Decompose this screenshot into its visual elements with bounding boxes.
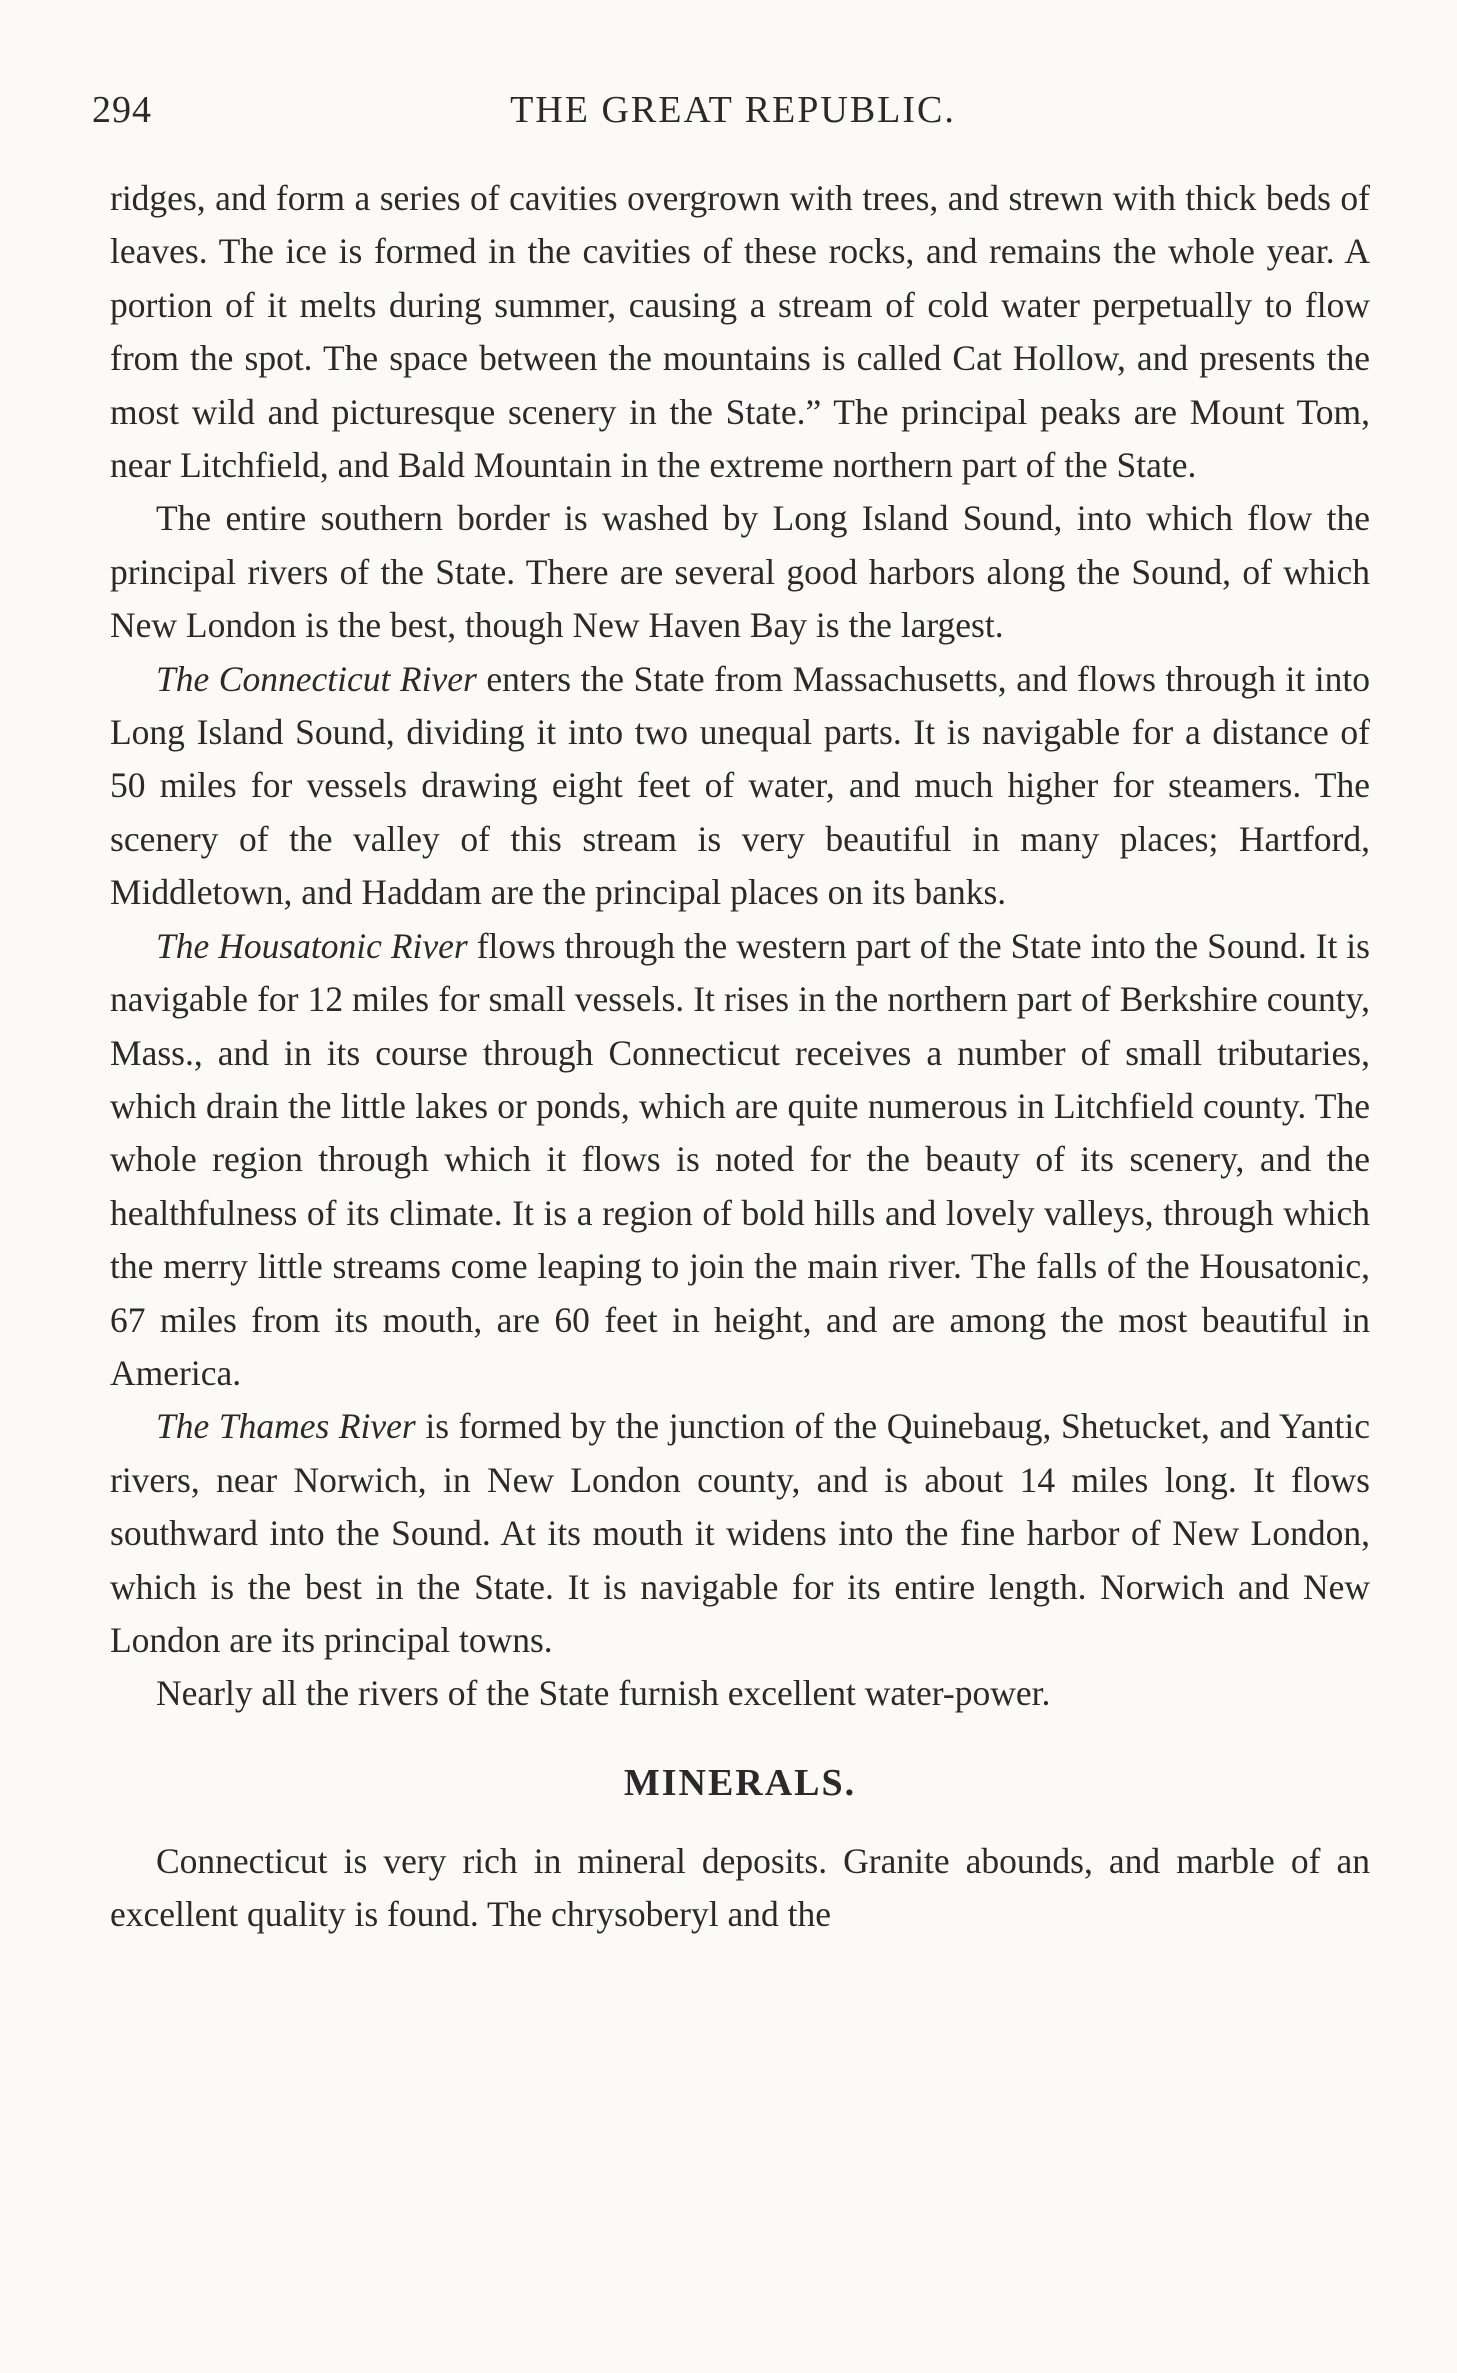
- paragraph-lead: The Housatonic River: [156, 925, 468, 966]
- paragraph-text: flows through the western part of the State into the Sound. It is navigable for 12 miles for small vessels. It rises in the northern part of Berkshire county, Mass., and in its course through Connecticut receives a number of small tributaries, which drain the little lakes or ponds, which are quite numerous in Litchfield county. The whole region through which it flows is noted for the beauty of its scenery, and the healthfulness of its climate. It is a region of bold hills and lovely valleys, through which the merry little streams come leaping to join the main river. The falls of the Housatonic, 67 miles from its mouth, are 60 feet in height, and are among the most beautiful in America.: [110, 925, 1370, 1393]
- paragraph-connecticut-river: [110, 653, 1370, 920]
- paragraph-text: is formed by the junction of the Quinebaug, Shetucket, and Yantic rivers, near Norwich, in New London county, and is about 14 miles long. It flows southward into the Sound. At its mouth it widens into the fine harbor of New London, which is the best in the State. It is navigable for its entire length. Norwich and New London are its principal towns.: [110, 1406, 1370, 1660]
- paragraph-text: Nearly all the rivers of the State furnish excellent water-power.: [156, 1673, 1051, 1714]
- paragraph-thames-river: [110, 1400, 1370, 1667]
- body-text: [110, 172, 1370, 1942]
- paragraph-continued: [110, 172, 1370, 492]
- section-heading-minerals: MINERALS.: [623, 1761, 857, 1804]
- paragraph-minerals: [110, 1835, 1370, 1942]
- paragraph-lead: The Thames River: [156, 1406, 416, 1447]
- paragraph-text: The entire southern border is washed by Long Island Sound, into which flow the principal rivers of the State. There are several good harbors along the Sound, of which New London is the best, though New Haven Bay is the largest.: [110, 498, 1370, 646]
- page-number: 294: [92, 89, 152, 131]
- paragraph-text: ridges, and form a series of cavities overgrown with trees, and strewn with thick beds of leaves. The ice is formed in the cavities of these rocks, and remains the whole year. A portion of it melts during summer, causing a stream of cold water perpetually to flow from the spot. The space between the mountains is called Cat Hollow, and presents the most wild and picturesque scenery in the State.” The principal peaks are Mount Tom, near Litchfield, and Bald Mountain in the extreme northern part of the State.: [110, 178, 1370, 486]
- paragraph-lead: The Connecticut River: [156, 658, 477, 699]
- paragraph-southern-border: [110, 492, 1370, 652]
- paragraph-text: enters the State from Massachusetts, and flows through it into Long Island Sound, dividing it into two unequal parts. It is navigable for a distance of 50 miles for vessels drawing eight feet of water, and much higher for steamers. The scenery of the valley of this stream is very beautiful in many places; Hartford, Middletown, and Haddam are the principal places on its banks.: [110, 658, 1371, 913]
- paragraph-water-power: [110, 1667, 1370, 1720]
- paragraph-text: Connecticut is very rich in mineral deposits. Granite abounds, and marble of an excellent quality is found. The chrysoberyl and the: [110, 1840, 1370, 1935]
- paragraph-housatonic-river: [110, 920, 1370, 1401]
- running-head: [92, 88, 1374, 140]
- running-title: THE GREAT REPUBLIC.: [510, 89, 956, 131]
